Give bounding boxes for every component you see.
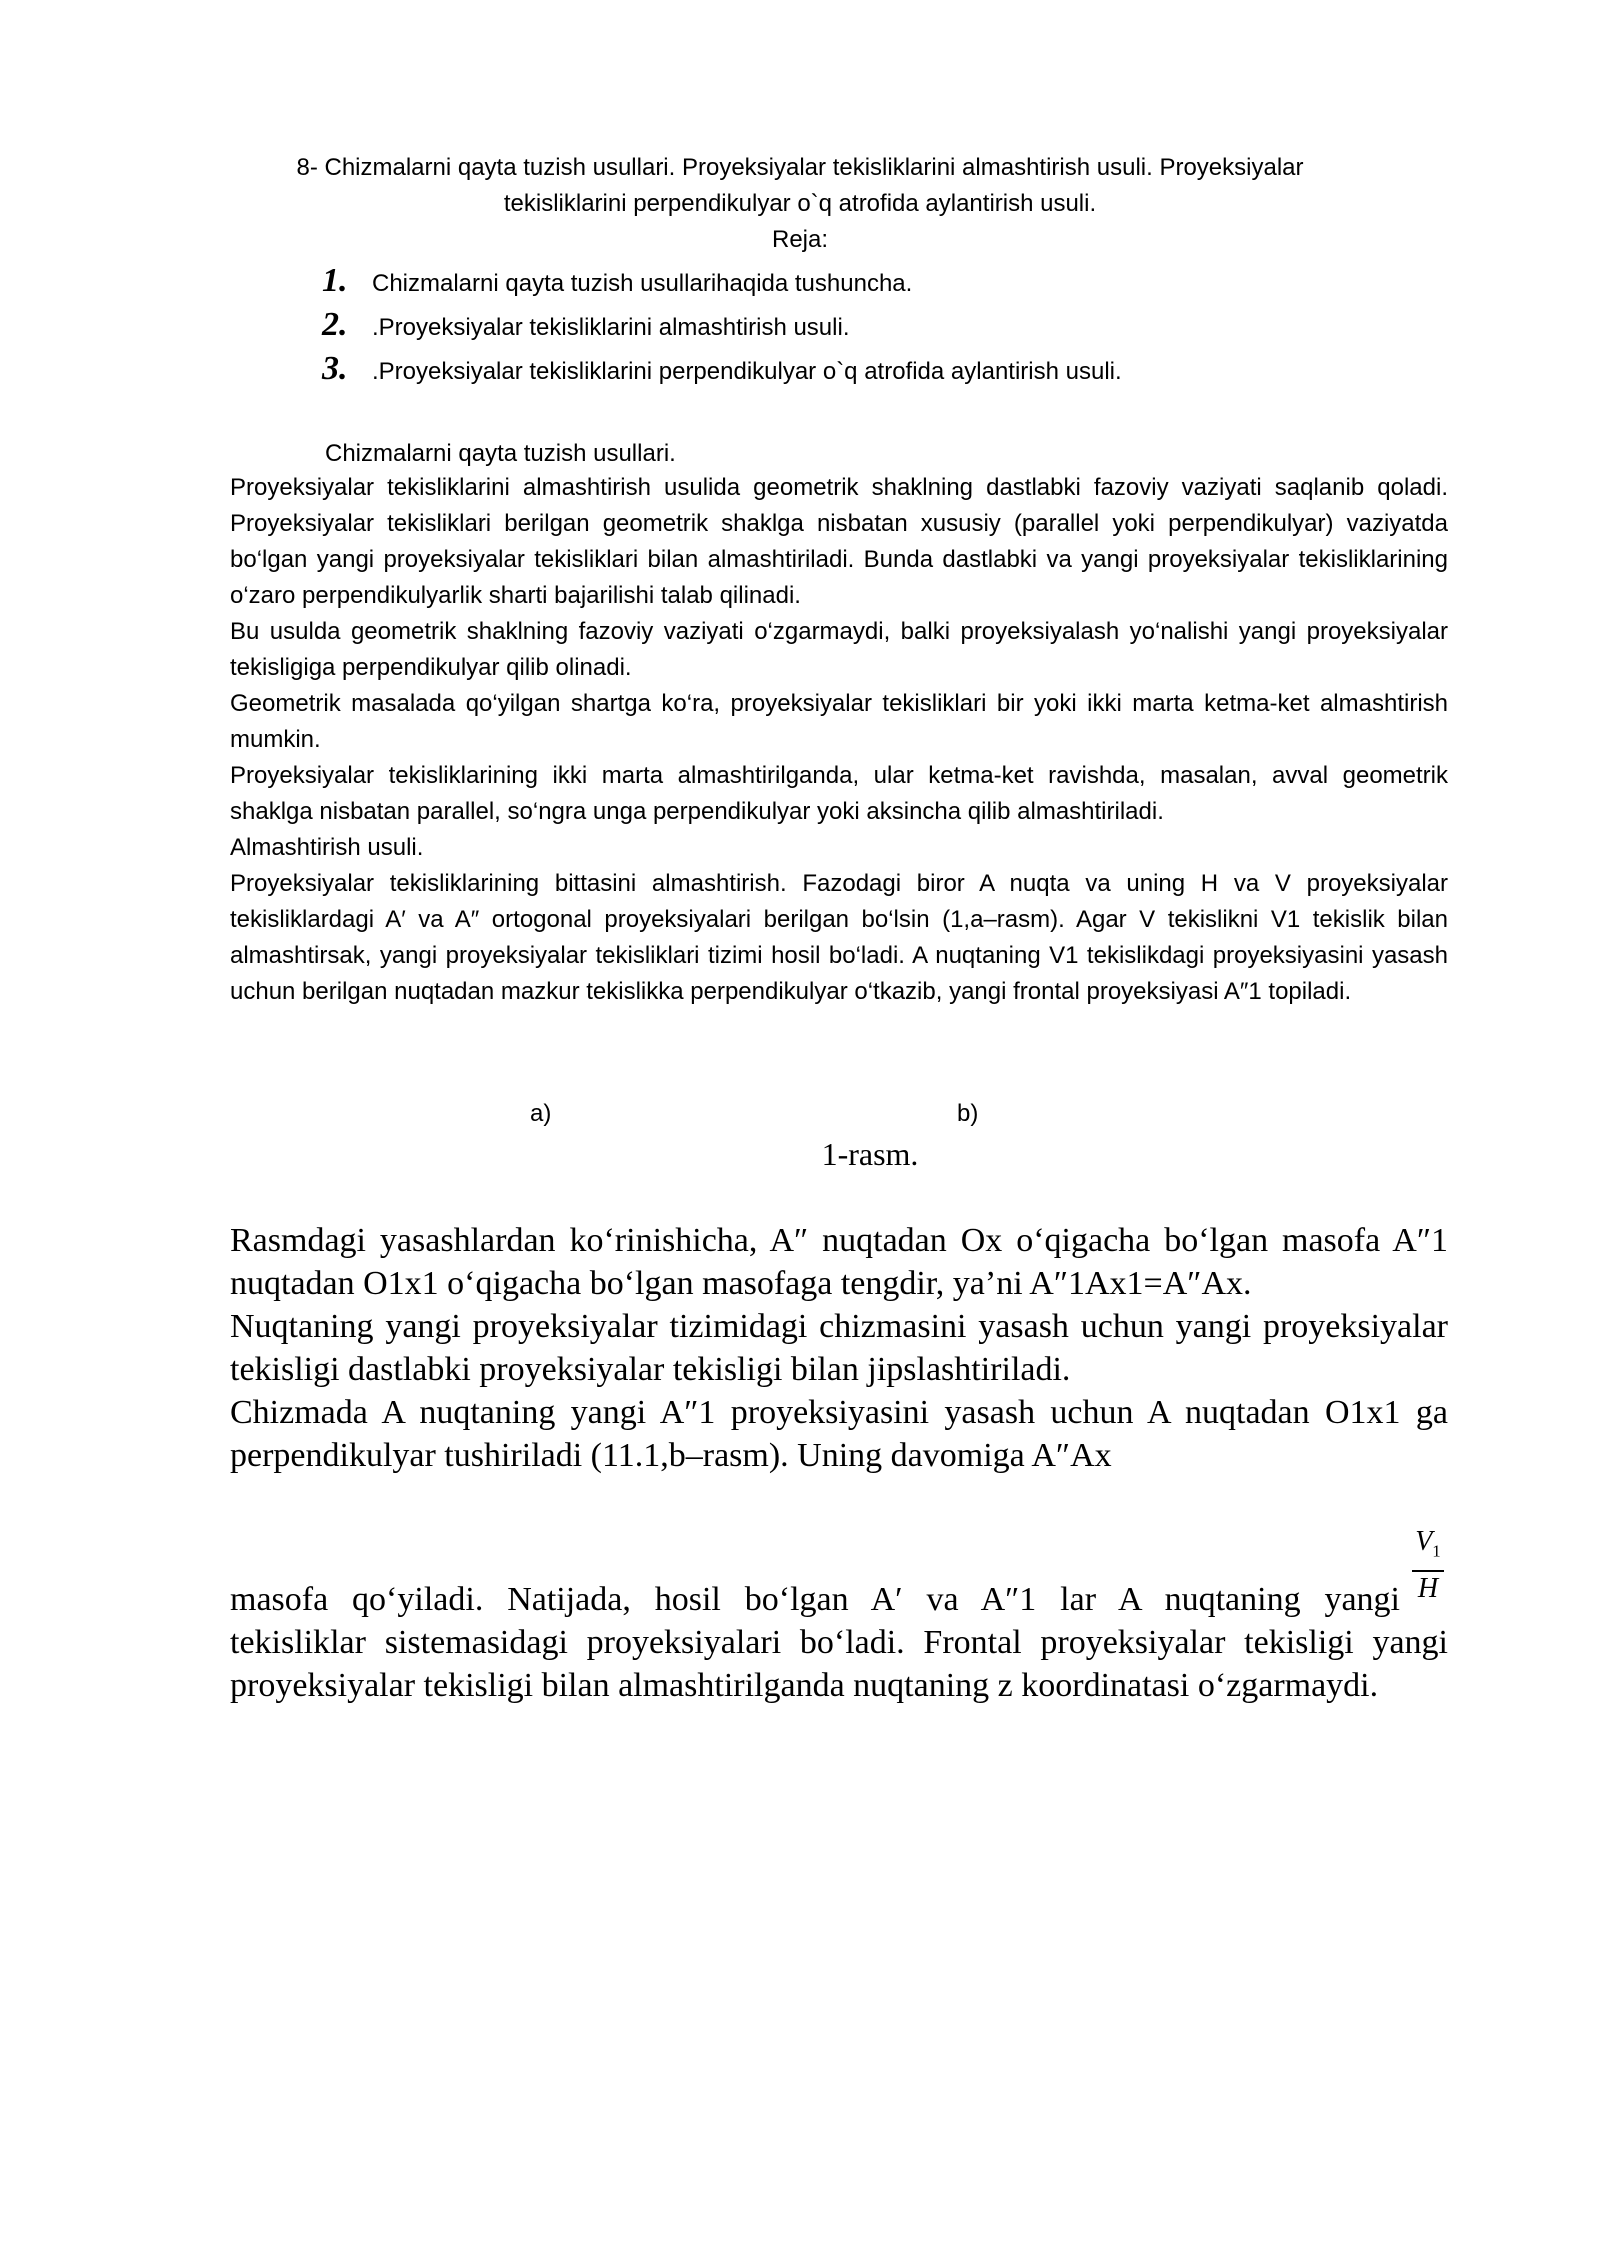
plan-item-number: 1. xyxy=(322,262,348,299)
body-paragraph: Chizmada A nuqtaning yangi A″1 proyeksiyasini yasash uchun A nuqtadan O1x1 ga perpendikulyar tushiriladi (11.1,b–rasm). Uning davomiga A″Ax xyxy=(230,1394,1448,1474)
plan-item-text: .Proyeksiyalar tekisliklarini perpendikulyar o`q atrofida aylantirish usuli. xyxy=(372,358,1122,385)
body-paragraph: Proyeksiyalar tekisliklarini almashtirish usulida geometrik shaklning dastlabki fazoviy vaziyati saqlanib qoladi. Proyeksiyalar tekisliklari berilgan geometrik shaklga nisbatan xususiy (parallel yoki perpendikulyar) vaziyatda bo‘lgan yangi proyeksiyalar tekisliklari bilan almashtiriladi. Bunda dastlabki va yangi proyeksiyalar tekisliklarining o‘zaro perpendikulyarlik sharti bajarilishi talab qilinadi. xyxy=(230,474,1448,609)
body-paragraph: Nuqtaning yangi proyeksiyalar tizimidagi chizmasini yasash uchun yangi proyeksiyalar tekisligi dastlabki proyeksiyalar tekisligi bilan jipslashtiriladi. xyxy=(230,1308,1448,1388)
final-paragraph xyxy=(230,1578,1448,1707)
document-title xyxy=(230,150,1370,222)
body-paragraph: Rasmdagi yasashlardan ko‘rinishicha, A″ nuqtadan Ox o‘qigacha bo‘lgan masofa A″1 nuqtadan O1x1 o‘qigacha bo‘lgan masofaga tengdir, ya’ni A″1Ax1=A″Ax. xyxy=(230,1222,1448,1302)
figure-label-a: a) xyxy=(530,1100,552,1127)
title-line-1: 8- Chizmalarni qayta tuzish usullari. Proyeksiyalar tekisliklarini almashtirish usuli. Proyeksiyalar xyxy=(296,154,1304,181)
figure-caption: 1-rasm. xyxy=(821,1136,919,1172)
subsection-heading: Almashtirish usuli. xyxy=(230,834,424,861)
serif-body-text xyxy=(230,1219,1448,1477)
final-paragraph-first-line: masofa qo‘yiladi. Natijada, hosil bo‘lgan A′ va A″1 lar A nuqtaning yangi xyxy=(230,1581,1400,1618)
body-paragraph: Proyeksiyalar tekisliklarining ikki marta almashtirilganda, ular ketma-ket ravishda, masalan, avval geometrik shaklga nisbatan parallel, so‘ngra unga perpendikulyar yoki aksincha qilib almashtiriladi. xyxy=(230,762,1448,825)
plan-item xyxy=(322,306,1322,350)
body-text xyxy=(230,470,1448,1010)
plan-item-text: Chizmalarni qayta tuzish usullarihaqida tushuncha. xyxy=(372,270,913,297)
plan-item-number: 2. xyxy=(322,306,348,343)
plan-item-text: .Proyeksiyalar tekisliklarini almashtirish usuli. xyxy=(372,314,850,341)
fraction-numerator: $V_1$ xyxy=(1415,1526,1441,1561)
figure-label-b: b) xyxy=(957,1100,979,1127)
plan-item-number: 3. xyxy=(322,350,348,387)
fraction-denominator: H xyxy=(1417,1572,1439,1604)
section-heading: Chizmalarni qayta tuzish usullari. xyxy=(325,440,676,467)
plan-heading: Reja: xyxy=(771,226,829,253)
plan-list xyxy=(322,262,1322,394)
final-paragraph-rest: tekisliklar sistemasidagi proyeksiyalari bo‘ladi. Frontal proyeksiyalar tekisligi yangi proyeksiyalar tekisligi bilan almashtirilganda nuqtaning z koordinatasi o‘zgarmaydi. xyxy=(230,1624,1448,1704)
plan-item xyxy=(322,262,1322,306)
body-paragraph: Geometrik masalada qo‘yilgan shartga ko‘ra, proyeksiyalar tekisliklari bir yoki ikki marta ketma-ket almashtirish mumkin. xyxy=(230,690,1448,753)
body-paragraph: Proyeksiyalar tekisliklarining bittasini almashtirish. Fazodagi biror A nuqta va uning H va V proyeksiyalar tekisliklardagi A′ va A″ ortogonal proyeksiyalari berilgan bo‘lsin (1,a–rasm). Agar V tekislikni V1 tekislik bilan almashtirsak, yangi proyeksiyalar tekisliklari tizimi hosil bo‘ladi. A nuqtaning V1 tekislikdagi proyeksiyasini yasash uchun berilgan nuqtadan mazkur tekislikka perpendikulyar o‘tkazib, yangi frontal proyeksiyasi A″1 topiladi. xyxy=(230,870,1448,1005)
title-line-2: tekisliklarini perpendikulyar o`q atrofida aylantirish usuli. xyxy=(503,190,1097,217)
plan-item xyxy=(322,350,1322,394)
body-paragraph: Bu usulda geometrik shaklning fazoviy vaziyati o‘zgarmaydi, balki proyeksiyalash yo‘nalishi yangi proyeksiyalar tekisligiga perpendikulyar qilib olinadi. xyxy=(230,618,1448,681)
